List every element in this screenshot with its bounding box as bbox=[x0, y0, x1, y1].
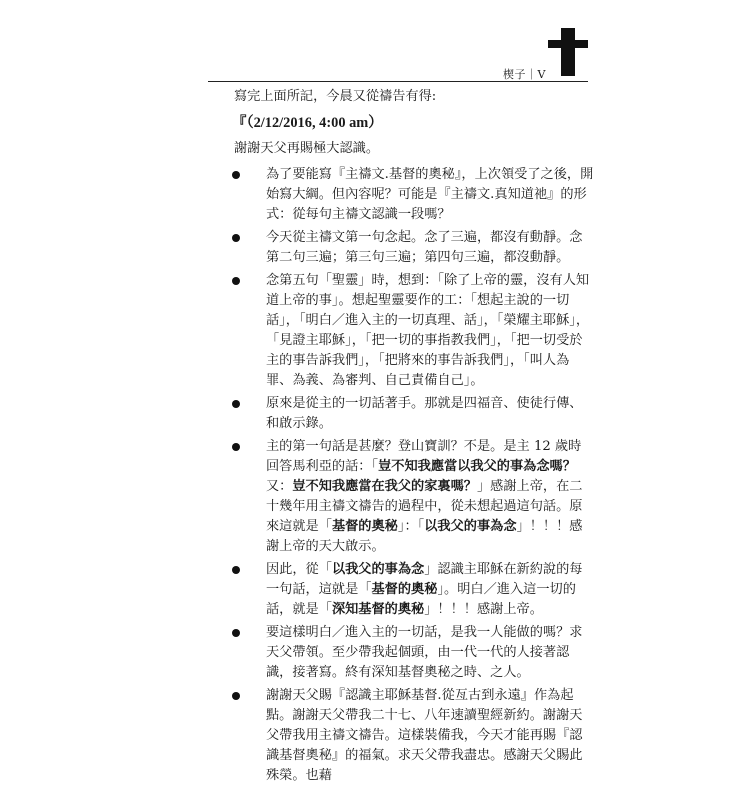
list-item-text: 念第五句「聖靈」時，想到：「除了上帝的靈，沒有人知道上帝的事」。想起聖靈要作的工：「想起主說的一切話」，「明白／進入主的一切真理、話」，「榮耀主耶穌」，「見證主耶穌」，「把一切的事指教我們」，「把一切受於主的事告訴我們」，「把將來的事告訴我們」，「叫人為罪、為義、為審判、自己責備自己」。 bbox=[266, 273, 590, 388]
list-item-text: 」：「 bbox=[397, 519, 425, 534]
bullet-icon bbox=[232, 566, 240, 574]
list-item-text: 原來是從主的一切話著手。那就是四福音、使徒行傳、和啟示錄。 bbox=[266, 396, 583, 431]
date-line: 『（2/12/2016, 4:00 am） bbox=[232, 115, 383, 131]
list-item-text: 主的第一句話是甚麼？登山寶訓？不是。是主 12 歲時回答馬利亞的話：「 bbox=[266, 439, 582, 474]
list-item-text: 因此，從「 bbox=[266, 562, 332, 577]
list-item-text: 今天從主禱文第一句念起。念了三遍，都沒有動靜。念第二句三遍；第三句三遍；第四句三遍，都沒動靜。 bbox=[266, 230, 583, 265]
list-item-text: 」。明白／進入這一切的話，就是「 bbox=[266, 582, 576, 617]
emphasis-text: 豈不知我應當在我父的家裏嗎？ bbox=[292, 479, 477, 494]
emphasis-text: 以我父的事為念 bbox=[424, 519, 517, 534]
list-item-text: 」感謝上帝，在二十幾年用主禱文禱告的過程中，從未想起過這句話。原來這就是「 bbox=[266, 479, 583, 534]
emphasis-text: 深知基督的奧秘 bbox=[331, 602, 425, 617]
list-item bbox=[208, 228, 594, 268]
list-item-text: 要這樣明白／進入主的一切話，是我一人能做的嗎？求天父帶領。至少帶我起個頭，由一代一代的人接著認識，接著寫。終有深知基督奧秘之時、之人。 bbox=[266, 625, 583, 680]
list-item bbox=[208, 560, 594, 620]
emphasis-text: 豈不知我應當以我父的事為念嗎？ bbox=[378, 459, 576, 474]
list-item-text: 」！！！感謝上帝的天大啟示。 bbox=[266, 519, 583, 554]
list-item bbox=[208, 686, 594, 786]
thanks-paragraph: 謝謝天父再賜極大認識。 bbox=[234, 141, 380, 156]
list-item-text: 又： bbox=[266, 479, 293, 494]
page-body bbox=[208, 87, 594, 789]
list-item bbox=[208, 437, 594, 557]
bullet-icon bbox=[232, 692, 240, 700]
bullet-icon bbox=[232, 277, 240, 285]
intro-paragraph: 寫完上面所記，今晨又從禱告有得: bbox=[234, 89, 437, 104]
emphasis-text: 基督的奧秘 bbox=[371, 582, 438, 597]
bullet-list bbox=[208, 165, 594, 786]
running-head: 楔子｜V bbox=[503, 68, 546, 81]
list-item bbox=[208, 165, 594, 225]
list-item-text: 為了要能寫『主禱文.基督的奧秘』，上次領受了之後，開始寫大綱。但內容呢？可能是『主禱文.真知道祂』的形式：從每句主禱文認識一段嗎？ bbox=[266, 167, 594, 222]
list-item-text: 」認識主耶穌在新約說的每一句話，這就是「 bbox=[266, 562, 583, 597]
list-item-text: 謝謝天父賜『認識主耶穌基督.從亙古到永遠』作為起點。謝謝天父帶我二十七、八年速讀聖經新約。謝謝天父帶我用主禱文禱告。這樣裝備我，今天才能再賜『認識基督奧秘』的福氣。求天父帶我盡忠。感謝天父賜此殊榮。也藉 bbox=[266, 688, 583, 783]
list-item bbox=[208, 623, 594, 683]
bullet-icon bbox=[232, 629, 240, 637]
bullet-icon bbox=[232, 234, 240, 242]
list-item bbox=[208, 271, 594, 391]
emphasis-text: 以我父的事為念 bbox=[331, 562, 425, 577]
list-item bbox=[208, 394, 594, 434]
bullet-icon bbox=[232, 443, 240, 451]
bullet-icon bbox=[232, 400, 240, 408]
emphasis-text: 基督的奧秘 bbox=[331, 519, 398, 534]
header-rule bbox=[208, 81, 588, 82]
cross-icon bbox=[548, 28, 588, 76]
bullet-icon bbox=[232, 171, 240, 179]
list-item-text: 」！！！感謝上帝。 bbox=[424, 602, 543, 617]
